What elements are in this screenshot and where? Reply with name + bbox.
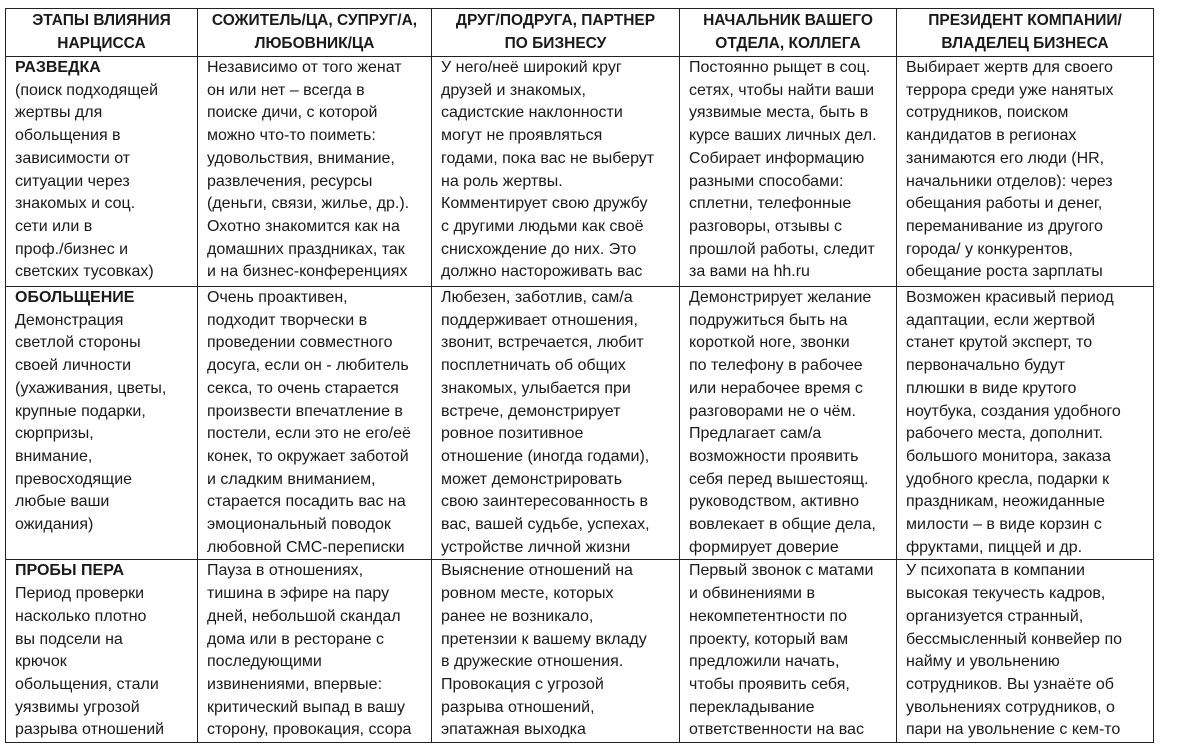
- table-cell: Очень проактивен, подходит творчески в проведении совместного досуга, если он - любитель секса, то очень старается произвести впечатление в постели, если это не его/её конек, то окружает заботой и сладким вниманием, старается посадить вас на эмоциональный поводок любовной СМС-переписки: [198, 287, 432, 560]
- table-cell: Независимо от того женат он или нет – всегда в поиске дичи, с которой можно что-то поиметь: удовольствия, внимание, развлечения, ресурсы (деньги, связи, жилье, др.). Охотно знакомится как на домашних праздниках, так и на бизнес-конференциях: [198, 57, 432, 287]
- header-president: ПРЕЗИДЕНТ КОМПАНИИ/ ВЛАДЕЛЕЦ БИЗНЕСА: [897, 9, 1154, 57]
- table-cell: Первый звонок с матами и обвинениями в некомпетентности по проекту, который вам предложили начать, чтобы проявить себя, перекладывание ответственности на вас: [680, 560, 897, 743]
- table-cell: Постоянно рыщет в соц. сетях, чтобы найти ваши уязвимые места, быть в курсе ваших личных дел. Собирает информацию разными способами: сплетни, телефонные разговоры, отзывы с прошлой работы, следит за вами на hh.ru: [680, 57, 897, 287]
- header-stages: ЭТАПЫ ВЛИЯНИЯ НАРЦИССА: [6, 9, 198, 57]
- stage-description: Демонстрация светлой стороны своей личности (ухаживания, цветы, крупные подарки, сюрпризы, внимание, превосходящие любые ваши ожидания): [15, 311, 167, 534]
- header-row: [6, 9, 1154, 57]
- stage-cell: [6, 560, 198, 743]
- table-cell: Любезен, заботлив, сам/а поддерживает отношения, звонит, встречается, любит посплетничать об общих знакомых, улыбается при встрече, демонстрирует ровное позитивное отношение (иногда годами), может демонстрировать свою заинтересованность в вас, вашей судьбе, успехах, устройстве личной жизни: [432, 287, 680, 560]
- table-cell: Демонстрирует желание подружиться быть на короткой ноге, звонки по телефону в рабочее или нерабочее время с разговорами не о чём. Предлагает сам/а возможности проявить себя перед вышестоящ. руководством, активно вовлекает в общие дела, формирует доверие: [680, 287, 897, 560]
- stage-cell: [6, 57, 198, 287]
- stage-title: РАЗВЕДКА: [15, 59, 101, 76]
- header-boss: НАЧАЛЬНИК ВАШЕГО ОТДЕЛА, КОЛЛЕГА: [680, 9, 897, 57]
- stage-title: ПРОБЫ ПЕРА: [15, 562, 125, 580]
- table-cell: Выяснение отношений на ровном месте, которых ранее не возникало, претензии к вашему вкладу в дружеские отношения. Провокация с угрозой разрыва отношений, эпатажная выходка: [432, 560, 680, 743]
- header-friend: ДРУГ/ПОДРУГА, ПАРТНЕР ПО БИЗНЕСУ: [432, 9, 680, 57]
- stage-description: (поиск подходящей жертвы для обольщения в зависимости от ситуации через знакомых и соц. сети или в проф./бизнес и светских тусовках): [15, 81, 159, 281]
- table-cell: Пауза в отношениях, тишина в эфире на пару дней, небольшой скандал дома или в ресторане с последующими извинениями, впервые: критический выпад в вашу сторону, провокация, ссора: [198, 560, 432, 743]
- stage-cell: [6, 287, 198, 560]
- table-row: [6, 57, 1154, 287]
- stage-title: ОБОЛЬЩЕНИЕ: [15, 289, 135, 306]
- narcissist-influence-table: [5, 8, 1154, 743]
- table-cell: У психопата в компании высокая текучесть кадров, организуется странный, бессмысленный конвейер по найму и увольнению сотрудников. Вы узнаёте об увольнениях сотрудников, о пари на увольнение с кем-то: [897, 560, 1154, 743]
- table-cell: Возможен красивый период адаптации, если жертвой станет крутой эксперт, то первоначально будут плюшки в виде крутого ноутбука, создания удобного рабочего места, дополнит. большого монитора, заказа удобного кресла, подарки к праздникам, неожиданные милости – в виде корзин с фруктами, пиццей и др.: [897, 287, 1154, 560]
- header-partner: СОЖИТЕЛЬ/ЦА, СУПРУГ/А, ЛЮБОВНИК/ЦА: [198, 9, 432, 57]
- table-cell: Выбирает жертв для своего террора среди уже нанятых сотрудников, поиском кандидатов в регионах занимаются его люди (HR, начальники отделов): через обещания работы и денег, переманивание из другого города/ у конкурентов, обещание роста зарплаты: [897, 57, 1154, 287]
- stage-description: Период проверки насколько плотно вы подсели на крючок обольщения, стали уязвимы угрозой разрыва отношений: [15, 585, 165, 739]
- table-row: [6, 287, 1154, 560]
- table-cell: У него/неё широкий круг друзей и знакомых, садистские наклонности могут не проявляться годами, пока вас не выберут на роль жертвы. Комментирует свою дружбу с другими людьми как своё снисхождение до них. Это должно настороживать вас: [432, 57, 680, 287]
- table-row: [6, 560, 1154, 743]
